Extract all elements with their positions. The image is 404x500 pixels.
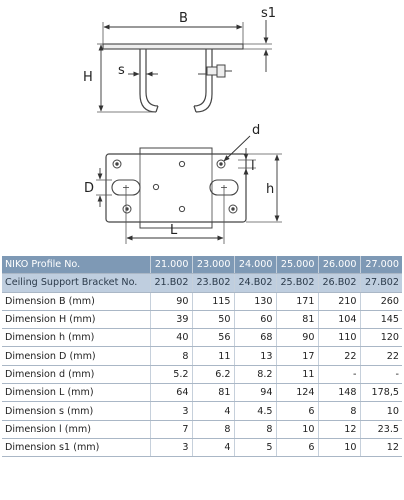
value-cell: -: [360, 365, 402, 383]
value-cell: 17: [276, 347, 318, 365]
table-row: [2, 347, 402, 365]
value-cell: 40: [150, 329, 192, 347]
value-cell: 26.000: [318, 256, 360, 274]
value-cell: 12: [318, 420, 360, 438]
value-cell: 7: [150, 420, 192, 438]
value-cell: 145: [360, 310, 402, 328]
value-cell: 90: [276, 329, 318, 347]
value-cell: 104: [318, 310, 360, 328]
dimension-b: [103, 11, 243, 44]
row-label-cell: Dimension s1 (mm): [2, 438, 150, 456]
value-cell: 171: [276, 292, 318, 310]
value-cell: 124: [276, 384, 318, 402]
value-cell: 22: [318, 347, 360, 365]
dimension-s: [118, 63, 158, 78]
dimension-h-upper: [83, 44, 156, 112]
value-cell: 210: [318, 292, 360, 310]
dim-label-s: s: [118, 63, 125, 78]
value-cell: 3: [150, 402, 192, 420]
row-label-cell: Dimension d (mm): [2, 365, 150, 383]
value-cell: 27.000: [360, 256, 402, 274]
dim-label-large-l: L: [170, 223, 178, 238]
value-cell: 6: [276, 438, 318, 456]
value-cell: 26.B02: [318, 274, 360, 292]
value-cell: 24.000: [234, 256, 276, 274]
row-label-cell: Dimension L (mm): [2, 384, 150, 402]
bracket-profile-view: [103, 44, 243, 112]
table-row: [2, 402, 402, 420]
table-row: [2, 292, 402, 310]
value-cell: 21.000: [150, 256, 192, 274]
row-label-cell: Dimension B (mm): [2, 292, 150, 310]
value-cell: 12: [360, 438, 402, 456]
value-cell: 148: [318, 384, 360, 402]
value-cell: 6: [276, 402, 318, 420]
row-label-cell: Dimension l (mm): [2, 420, 150, 438]
value-cell: 11: [276, 365, 318, 383]
value-cell: 8: [234, 420, 276, 438]
row-label-cell: Dimension D (mm): [2, 347, 150, 365]
value-cell: 6.2: [192, 365, 234, 383]
table-header-row: [2, 256, 402, 274]
value-cell: 10: [276, 420, 318, 438]
value-cell: 3: [150, 438, 192, 456]
value-cell: 27.B02: [360, 274, 402, 292]
dim-label-lower-h: h: [266, 182, 275, 197]
value-cell: 4.5: [234, 402, 276, 420]
table-row: [2, 329, 402, 347]
value-cell: 90: [150, 292, 192, 310]
dim-label-upper-h: H: [83, 70, 93, 85]
value-cell: 8: [318, 402, 360, 420]
dim-label-small-d: d: [252, 123, 261, 138]
table-row: [2, 365, 402, 383]
value-cell: 4: [192, 402, 234, 420]
value-cell: 13: [234, 347, 276, 365]
value-cell: 39: [150, 310, 192, 328]
value-cell: 25.000: [276, 256, 318, 274]
value-cell: 50: [192, 310, 234, 328]
value-cell: 8: [192, 420, 234, 438]
value-cell: 56: [192, 329, 234, 347]
dimension-s1: [243, 6, 276, 72]
row-label-cell: Dimension h (mm): [2, 329, 150, 347]
value-cell: 25.B02: [276, 274, 318, 292]
dim-label-s1: s1: [261, 6, 277, 21]
dim-label-b: B: [179, 11, 188, 26]
value-cell: 21.B02: [150, 274, 192, 292]
row-label-cell: Dimension s (mm): [2, 402, 150, 420]
value-cell: 10: [360, 402, 402, 420]
value-cell: 8: [150, 347, 192, 365]
value-cell: -: [318, 365, 360, 383]
value-cell: 22: [360, 347, 402, 365]
value-cell: 120: [360, 329, 402, 347]
table-row: [2, 310, 402, 328]
dim-label-large-d: D: [84, 181, 95, 196]
table-row: [2, 384, 402, 402]
table-row: [2, 420, 402, 438]
value-cell: 64: [150, 384, 192, 402]
value-cell: 5: [234, 438, 276, 456]
dim-label-small-l: l: [251, 159, 255, 174]
row-label-cell: Dimension H (mm): [2, 310, 150, 328]
value-cell: 115: [192, 292, 234, 310]
specification-table: [2, 256, 402, 457]
table-subheader-row: [2, 274, 402, 292]
value-cell: 130: [234, 292, 276, 310]
row-label-cell: NIKO Profile No.: [2, 256, 150, 274]
row-label-cell: Ceiling Support Bracket No.: [2, 274, 150, 292]
value-cell: 110: [318, 329, 360, 347]
value-cell: 5.2: [150, 365, 192, 383]
table-row: [2, 438, 402, 456]
value-cell: 4: [192, 438, 234, 456]
value-cell: 24.B02: [234, 274, 276, 292]
value-cell: 23.B02: [192, 274, 234, 292]
value-cell: 23.5: [360, 420, 402, 438]
value-cell: 11: [192, 347, 234, 365]
specification-table-body: [2, 256, 402, 457]
value-cell: 10: [318, 438, 360, 456]
value-cell: 23.000: [192, 256, 234, 274]
value-cell: 178,5: [360, 384, 402, 402]
value-cell: 81: [276, 310, 318, 328]
value-cell: 94: [234, 384, 276, 402]
value-cell: 68: [234, 329, 276, 347]
value-cell: 260: [360, 292, 402, 310]
value-cell: 81: [192, 384, 234, 402]
value-cell: 8.2: [234, 365, 276, 383]
value-cell: 60: [234, 310, 276, 328]
